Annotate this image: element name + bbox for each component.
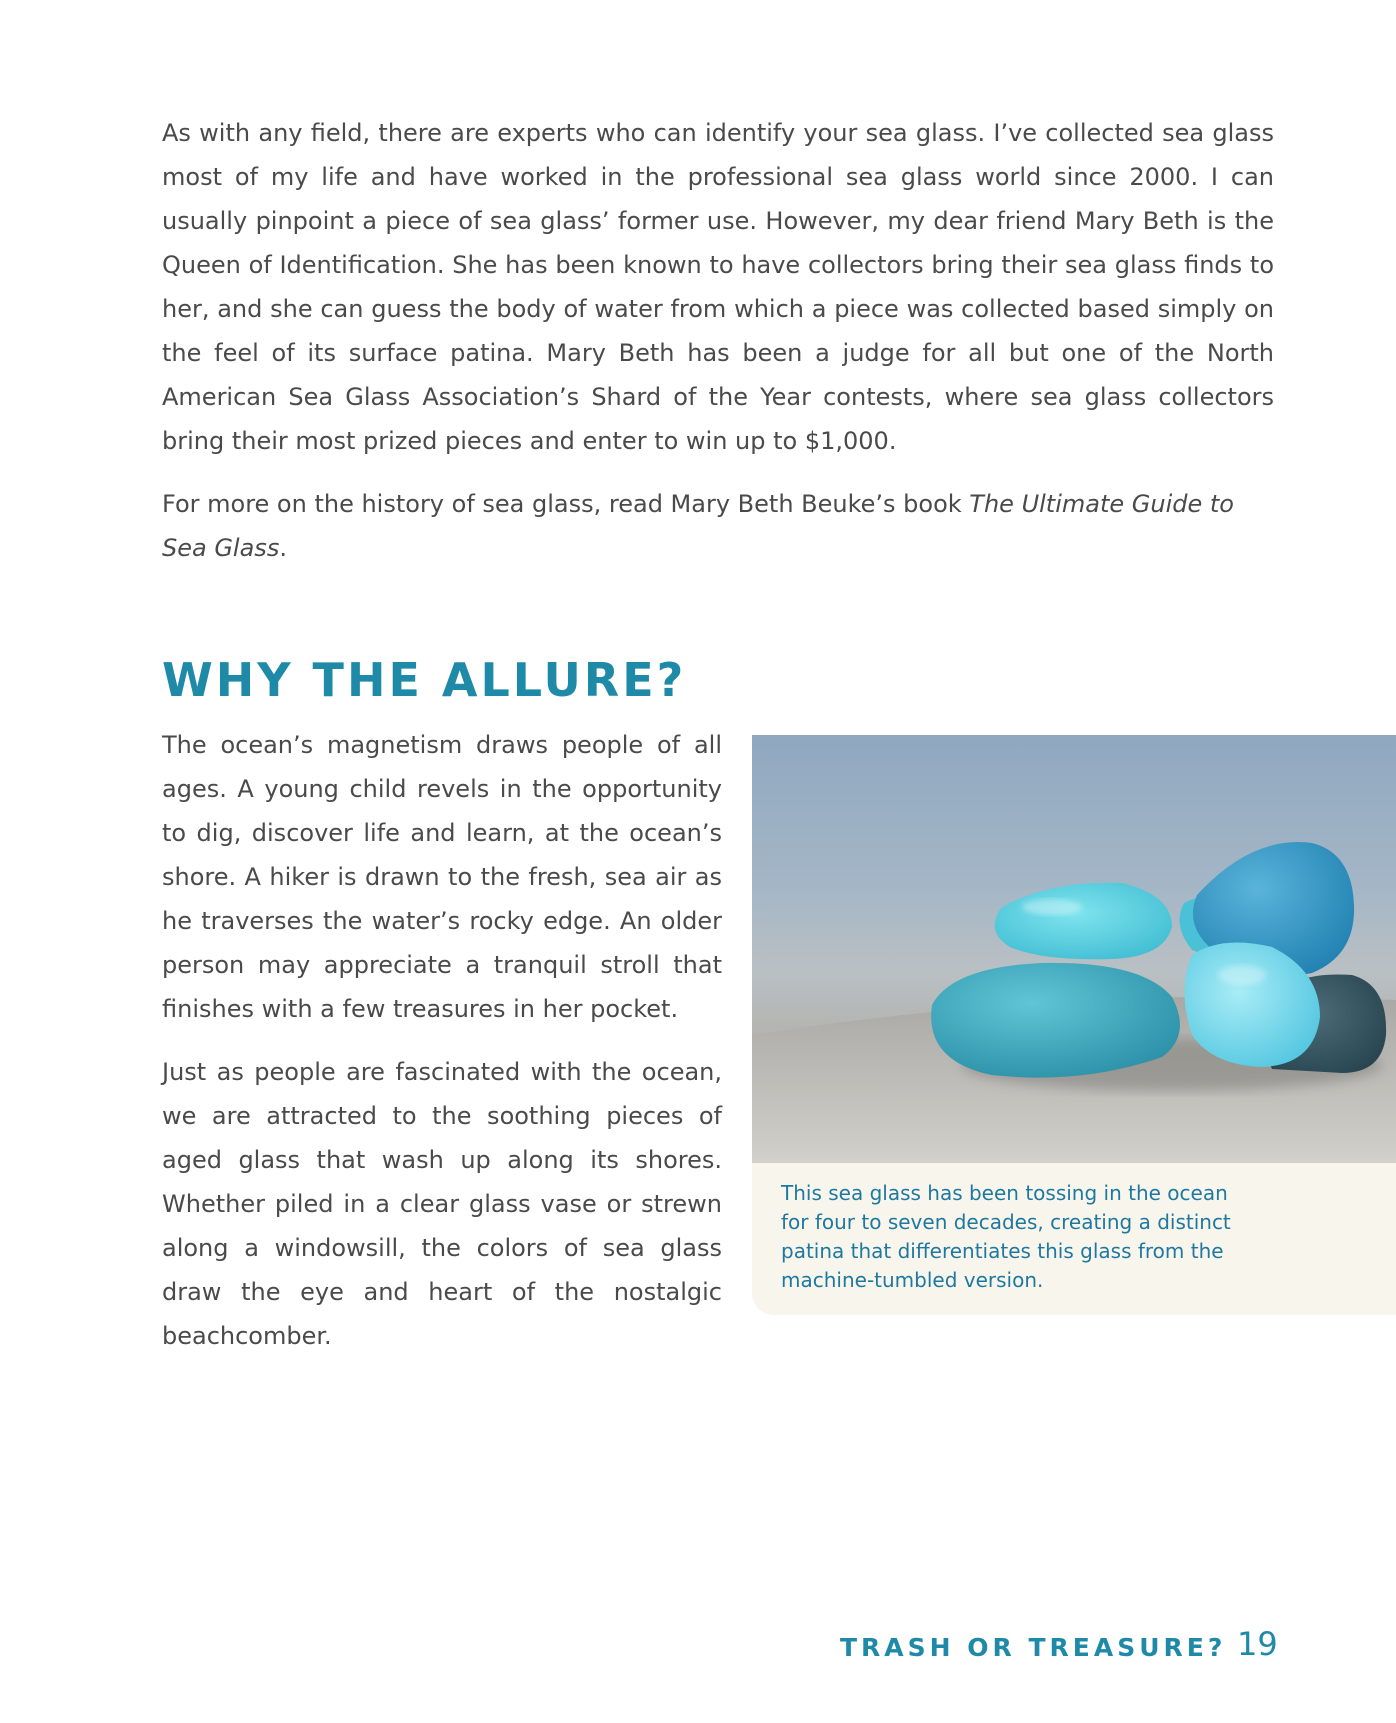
further-reading-lead: For more on the history of sea glass, read Mary Beth Beuke’s book	[162, 490, 970, 518]
teal-glass-piece	[931, 963, 1180, 1078]
further-reading-end: .	[279, 534, 287, 562]
section-heading: WHY THE ALLURE?	[162, 653, 687, 707]
page-number: 19	[1237, 1625, 1278, 1663]
allure-paragraph-1: The ocean’s magnetism draws people of all ages. A young child revels in the opportunity to dig, discover life and learn, at the ocean’s shore. A hiker is drawn to the fresh, sea air as he traverses the water’s rocky edge. An older person may appreciate a tranquil stroll that finishes with a few treasures in her pocket.	[162, 731, 722, 1023]
running-title: TRASH OR TREASURE?	[840, 1633, 1227, 1662]
allure-text-column	[162, 723, 722, 1358]
allure-paragraph-2: Just as people are fascinated with the ocean, we are attracted to the soothing pieces of aged glass that wash up along its shores. Whether piled in a clear glass vase or strewn along a windowsill, the colors of sea glass draw the eye and heart of the nostalgic beachcomber.	[162, 1058, 722, 1350]
sea-glass-photo	[752, 735, 1396, 1163]
glass-highlight	[1022, 899, 1082, 915]
photo-card	[752, 735, 1396, 1315]
intro-paragraph: As with any field, there are experts who can identify your sea glass. I’ve collected sea glass most of my life and have worked in the professional sea glass world since 2000. I can usually pinpoint a piece of sea glass’ former use. However, my dear friend Mary Beth is the Queen of Identification. She has been known to have collectors bring their sea glass finds to her, and she can guess the body of water from which a piece was collected based simply on the feel of its surface patina. Mary Beth has been a judge for all but one of the North American Sea Glass Association’s Shard of the Year contests, where sea glass collectors bring their most prized pieces and enter to win up to $1,000.	[162, 119, 1274, 455]
book-title: The Ultimate Guide to Sea Glass	[162, 490, 1234, 562]
further-reading-paragraph	[162, 482, 1274, 570]
photo-caption: This sea glass has been tossing in the ocean for four to seven decades, creating a distinct patina that differentiates this glass from the machine-tumbled version.	[781, 1181, 1231, 1292]
glass-highlight	[1218, 965, 1266, 985]
